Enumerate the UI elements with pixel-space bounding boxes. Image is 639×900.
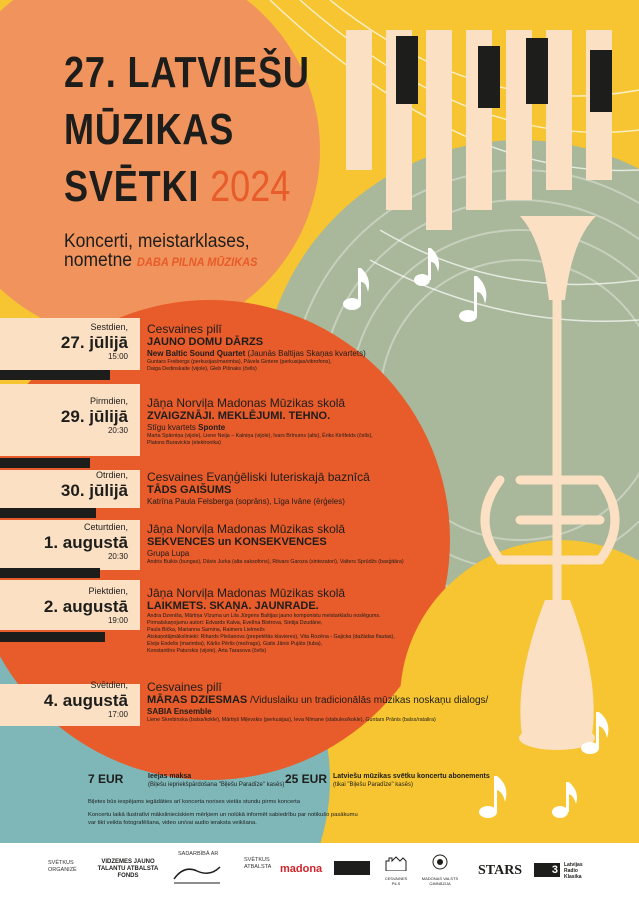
- festival-subtitle: [64, 232, 258, 272]
- event-ensemble: [147, 349, 617, 359]
- event-members-line: Atskaņotājmākslinieki: Rihards Plešanovs (prepetētās klavieres), Vita Rozēna - Gajicka (dažādas flautas),: [147, 634, 395, 640]
- price-label: Latviešu mūzikas svētku koncertu abonements: [333, 773, 490, 780]
- event-members-line: Marta Spārniņa (vijole), Liene Neija – Kalniņa (vijole), Ivars Brīnums (alts), Ēriks Kiršfelds (čells),: [147, 433, 373, 439]
- event-date-text: 2. augustā: [43, 597, 128, 616]
- ensemble-detail: Stīgu kvartets: [147, 423, 199, 432]
- event-name: ZVAIGZNĀJI. MEKLĒJUMI. TEHNO.: [147, 410, 331, 422]
- event-date: [0, 470, 128, 500]
- event-venue: Cesvaines pilī: [147, 680, 222, 694]
- title-year: 2024: [210, 162, 291, 211]
- event-ensemble: [147, 423, 617, 433]
- ensemble-name: Sponte: [198, 423, 226, 432]
- event-time: 17:00: [107, 710, 128, 719]
- event-members-line: Pirmatskaņojumu autori: Edvards Kalva, Evelīna Bistrova, Sintija Dzudāne,: [147, 620, 323, 626]
- event-date: [0, 322, 128, 362]
- gymnasium-logo-text: MADONAS VALSTS ĢIMNĀZIJA: [421, 876, 459, 886]
- ensemble-detail: (Jaunās Baltijas Skaņas kvartets): [245, 349, 366, 358]
- price-label: Ieejas maksa: [148, 773, 192, 780]
- ensemble-name: SABIA Ensemble: [147, 707, 212, 716]
- ministry-logo: [334, 861, 370, 875]
- event-date: [0, 522, 128, 562]
- event-weekday: Sestdien,: [90, 322, 128, 332]
- title-line-3-text: SVĒTKI: [64, 162, 200, 211]
- event-venue: Jāņa Norviļa Madonas Mūzikas skolā: [147, 522, 346, 536]
- subtitle-line-2: [64, 251, 258, 272]
- event-members-line: Paula Bička, Marianna Sarnina, Raimers Lielmežs: [147, 627, 265, 633]
- event-name: TĀDS GAIŠUMS: [147, 484, 232, 496]
- event-ensemble: [147, 707, 617, 717]
- event-weekday: Ceturtdien,: [83, 522, 128, 532]
- radio-logo-badge: [534, 863, 560, 877]
- supporters-label: SVĒTKUS ATBALSTA: [244, 857, 272, 870]
- event-date-text: 1. augustā: [43, 533, 128, 552]
- event-name: [147, 694, 617, 707]
- ticket-note: Biļetes būs iespējams iegādāties arī koncerta norises vietās stundu pirms koncerta: [88, 799, 301, 805]
- cesvaine-logo: [380, 855, 412, 886]
- event-info: [147, 586, 617, 655]
- event-members-line: Guntars Freibergs (perkusijas/marimba), Pāvels Gintere (perkusijas/vibrofons),: [147, 359, 332, 365]
- event-name: LAIKMETS. SKAŅA. JAUNRADE.: [147, 600, 319, 612]
- gymnasium-logo: [420, 853, 460, 886]
- event-ensemble: Katrīna Paula Felsberga (soprāns), Līga Ivāne (ērģeles): [147, 497, 345, 506]
- event-date: [0, 680, 128, 720]
- price-detail: (Biļešu iepriekšpārdošana "Biļešu Paradīze" kasēs): [148, 782, 285, 788]
- event-members-line: Andris Buikis (bungas), Dāvis Jurka (alta saksofons), Ritvars Garoza (sintezatori), Valters Sprūdžs (basģitāra): [147, 559, 404, 565]
- event-date-text: 4. augustā: [43, 691, 128, 710]
- organizer-logo: VIDZEMES JAUNO TALANTU ATBALSTA FONDS: [97, 859, 159, 879]
- event-info: [147, 322, 617, 373]
- sponsor-footer: [0, 843, 639, 900]
- price-subscription: [285, 770, 490, 788]
- festival-tagline: DABA PILNA MŪZIKAS: [136, 255, 258, 269]
- title-line-3: [64, 158, 310, 215]
- price-single: [88, 770, 285, 788]
- castle-icon: [384, 855, 408, 871]
- privacy-note-1: Koncertu laikā ilustratīvi mākslinieciskiem mērķiem un nolūkā informēt sabiedrību par notikušo pasākumu: [88, 812, 358, 818]
- title-line-2: MŪZIKAS: [64, 105, 235, 154]
- event-weekday: Pirmdien,: [89, 396, 128, 406]
- privacy-note-2: var tikt veikta fotografēšana, video un/vai audio ieraksta veikšana.: [88, 820, 257, 826]
- event-date-text: 30. jūlijā: [60, 481, 128, 500]
- event-time: 20:30: [107, 552, 128, 561]
- event-date-text: 27. jūlijā: [60, 333, 128, 352]
- event-info: [147, 680, 617, 724]
- event-info: [147, 470, 617, 507]
- event-members-line: Platons Buravickis (elektronika): [147, 440, 221, 446]
- event-venue: Cesvaines pilī: [147, 322, 222, 336]
- event-date-text: 29. jūlijā: [60, 407, 128, 426]
- event-weekday: Otrdien,: [95, 470, 128, 480]
- event-ensemble: Grupa Lupa: [147, 549, 190, 558]
- price-amount: 25 EUR: [285, 772, 328, 786]
- event-name: JAUNO DOMU DĀRZS: [147, 336, 264, 348]
- radio-logo-number: 3: [551, 864, 558, 876]
- event-info: [147, 522, 617, 566]
- event-weekday: Svētdien,: [90, 680, 128, 690]
- event-info: [147, 396, 617, 447]
- subtitle-line-1: Koncerti, meistarklases,: [64, 231, 250, 252]
- event-members-line: Elvijs Endelis (marimba), Kārlis Pērlis (mežrags), Gatis Jānis Pujāts (tuba),: [147, 641, 323, 647]
- subtitle-line-2-text: nometne: [64, 250, 133, 271]
- event-name-subtitle: /Viduslaiku un tradicionālās mūzikas noskaņu dialogs/: [247, 695, 489, 706]
- event-members-line: Liene Skrebinska (balss/kokle), Mārtiņš Miļevskis (perkusijas), Ieva Nīmane (stabules/kokle), Guntars Prānis (balss/ratalira): [147, 717, 436, 723]
- event-time: 20:30: [107, 426, 128, 435]
- crest-icon: [432, 853, 448, 871]
- event-members-line: Daiga Dedinskaite (vijole), Gleb Pišnaks (čells): [147, 366, 257, 372]
- partner-logo: [172, 861, 222, 885]
- event-time: 15:00: [107, 352, 128, 361]
- event-date: [0, 396, 128, 436]
- event-weekday: Piektdien,: [88, 586, 128, 596]
- event-venue: Jāņa Norviļa Madonas Mūzikas skolā: [147, 396, 346, 410]
- festival-title: [64, 44, 310, 215]
- event-venue: Jāņa Norviļa Madonas Mūzikas skolā: [147, 586, 346, 600]
- radio-logo-text: Latvijas Radio Klasika: [564, 862, 583, 880]
- event-name-text: MĀRAS DZIESMAS: [147, 694, 248, 706]
- price-amount: 7 EUR: [88, 772, 124, 786]
- event-members-line: Andra Dzeniša, Mārtiņa Vīzuma un Lila Jūrgens Baltijas jauno komponistu meistarklašu noslēgums.: [147, 613, 381, 619]
- cesvaine-logo-text: CESVAINES PILS: [384, 876, 408, 886]
- event-time: 19:00: [107, 616, 128, 625]
- price-detail: (tikai "Biļešu Paradīze" kasēs): [333, 782, 413, 788]
- madona-logo: madona: [280, 863, 323, 875]
- title-line-1: 27. LATVIEŠU: [64, 48, 310, 97]
- stars-logo: STARS: [478, 863, 523, 878]
- event-date: [0, 586, 128, 626]
- event-members-line: Konstantīns Paturskis (vijole), Arta Tarasova (čells): [147, 648, 267, 654]
- partner-label: SADARBĪBĀ AR: [178, 851, 219, 857]
- event-venue: Cesvaines Evaņģēliski luteriskajā baznīcā: [147, 470, 370, 484]
- event-name: SEKVENCES un KONSEKVENCES: [147, 536, 327, 548]
- ensemble-name: New Baltic Sound Quartet: [147, 349, 246, 358]
- organizer-label: SVĒTKUS ORGANIZĒ: [48, 860, 77, 873]
